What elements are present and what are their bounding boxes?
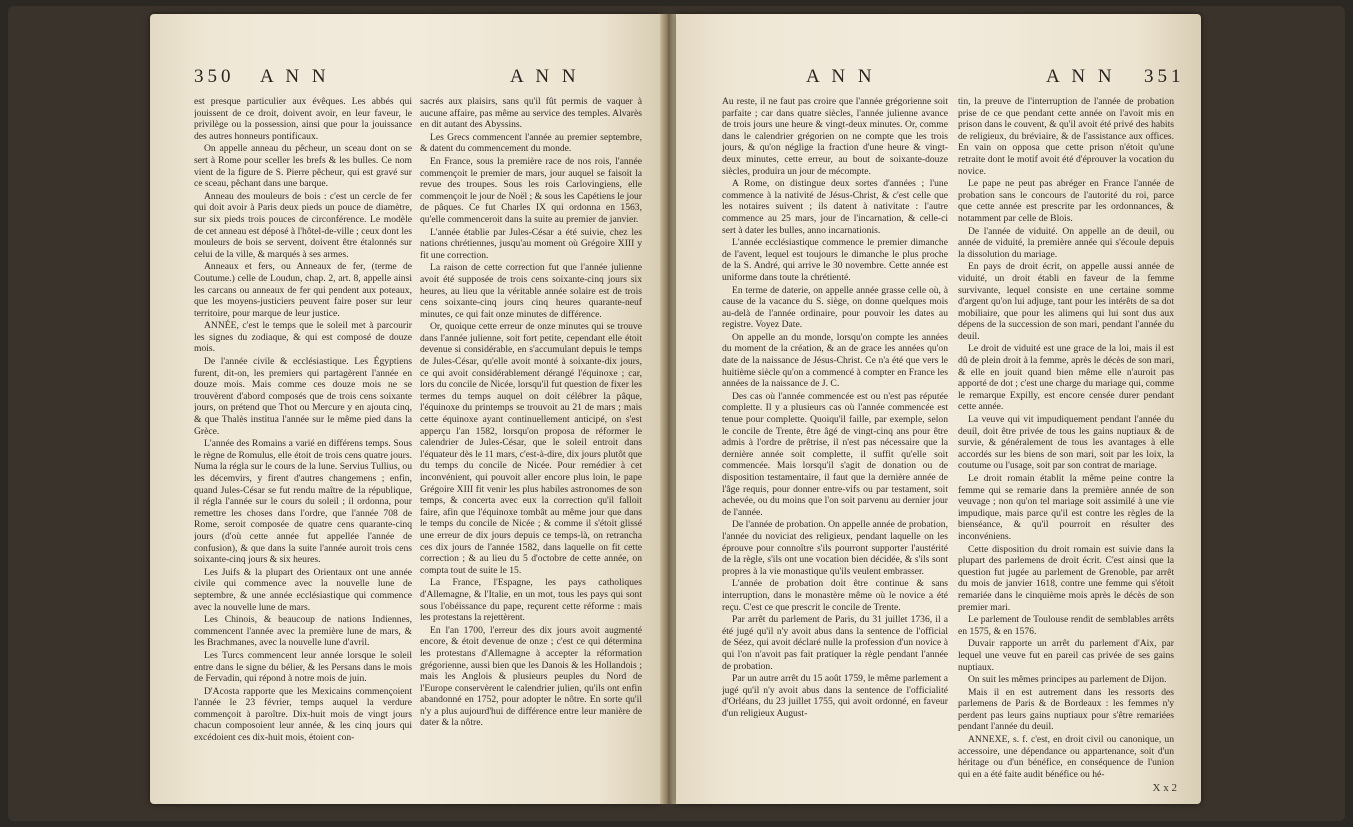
paragraph: sacrés aux plaisirs, sans qu'il fût permis de vaquer à aucune affaire, pas même au service des temples. Alvarès en dit autant des Abyssins. [420, 96, 642, 131]
paragraph: On appelle an du monde, lorsqu'on compte les années du moment de la création, & an de grace les années qu'on date de la naissance de Jésus-Christ. Ce n'a été que vers le huitième siècle qu'on a commencé à compter en France les années de la naissance de J. C. [722, 331, 948, 390]
paragraph: De l'année de probation. On appelle année de probation, l'année du noviciat des religieux, pendant laquelle on les éprouve pour connoître s'ils pourront supporter l'austérité de la règle, s'ils ont une vocation bien décidée, & s'ils sont propres à la vie monastique qu'ils veulent embrasser. [722, 519, 948, 577]
paragraph: On suit les mêmes principes au parlement de Dijon. [968, 674, 1167, 686]
paragraph: tin, la preuve de l'interruption de l'année de probation prise de ce que pendant cette année on l'avoit mis en prison dans le couvent, & qu'il avoit été privé des habits de religieux, du bréviaire, & de l'assistance aux offices. En vain on opposa que cette prison n'étoit qu'une retraite dont le motif avoit été d'éprouver la vocation du novice. [958, 96, 1174, 177]
left-page [150, 14, 660, 804]
left-head-title-1: A N N [260, 66, 330, 87]
paragraph: En pays de droit écrit, on appelle aussi année de viduité, un droit établi en faveur de la femme survivante, lequel consiste en une certaine somme d'argent qu'on lui adjuge, tant pour les intérêts de sa dot mobiliaire, que pour les alimens qui lui sont dus aux dépens de la succession de son mari, pendant l'année du deuil. [958, 261, 1174, 342]
paragraph: La raison de cette correction fut que l'année julienne avoit été supposée de trois cens soixante-cinq jours six heures, au lieu que la véritable année solaire est de trois cens soixante-cinq jours cinq heures quarante-neuf minutes, ce qui fait onze minutes de différence. [420, 262, 642, 320]
paragraph: L'année des Romains a varié en différens temps. Sous le règne de Romulus, elle étoit de trois cens quatre jours. Numa la régla sur le cours de la lune. Servius Tullius, ou les décemvirs, y firent d'autres changemens ; enfin, quand Jules-César se fut rendu maître de la république, il régla l'année sur le cours du soleil ; il ordonna, pour remettre les choses dans l'ordre, que l'année 708 de Rome, seroit composée de quatre cens quarante-cinq jours (d'où cette année fut appellée l'année de confusion), & que dans la suite l'année auroit trois cens soixante-cinq jours & six heures. [194, 438, 412, 566]
paragraph: Par arrêt du parlement de Paris, du 31 juillet 1736, il a été jugé qu'il n'y avoit abus dans la sentence de l'official de Séez, qui avoit déclaré nulle la profession d'un novice à qui l'on n'avoit pas fait pratiquer la règle pendant l'année de probation. [722, 614, 948, 672]
paragraph: En terme de daterie, on appelle année grasse celle où, à cause de la vacance du S. siège, on donne quelques mois au-delà de l'année ordinaire, pour pouvoir les dates au registre. Voyez Date. [722, 284, 948, 331]
paragraph: Des cas où l'année commencée est ou n'est pas réputée complette. Il y a plusieurs cas où l'année commencée est tenue pour complette. Quoiqu'il faille, par exemple, selon le concile de Trente, être âgé de vingt-cinq ans pour être admis à l'ordre de prêtrise, il n'est pas nécessaire que la dernière année soit complette, il suffit qu'elle soit commencée. Mais lorsqu'il s'agit de donation ou de disposition testamentaire, il faut que la dernière année de l'âge requis, pour donner entre-vifs ou par testament, soit achevée, ou du moins que l'on soit parvenu au dernier jour de l'année. [722, 390, 948, 518]
paragraph: En l'an 1700, l'erreur des dix jours avoit augmenté encore, & étoit devenue de onze ; c'est ce qui détermina les protestans d'Allemagne à accepter la réformation grégorienne, aussi bien que les Danois & les Hollandois ; mais les Anglois & plusieurs peuples du Nord de l'Europe conservèrent le calendrier julien, qu'ils ont enfin abandonné en 1752, pour adopter le nôtre. En sorte qu'il n'y a plus aujourd'hui de différence entre leur manière de dater & la nôtre. [420, 624, 642, 729]
paragraph: Au reste, il ne faut pas croire que l'année grégorienne soit parfaite ; car dans quatre siècles, l'année julienne avance de trois jours une heure & vingt-deux minutes. Or, comme dans le calendrier grégorien on ne compte que les trois jours, & qu'on néglige la fraction d'une heure & vingt-deux minutes, cette erreur, au bout de soixante-douze siècles, produira un jour de mécompte. [722, 96, 948, 177]
paragraph: ANNEXE, s. f. c'est, en droit civil ou canonique, un accessoire, une dépendance ou appartenance, soit d'un héritage ou d'un bénéfice, en conséquence de l'union qui en a été faite audit bénéfice ou hé- [958, 734, 1174, 780]
right-column-2 [958, 96, 1174, 794]
paragraph: Le parlement de Toulouse rendit de semblables arrêts en 1575, & en 1576. [958, 614, 1174, 637]
right-column-1 [722, 96, 948, 794]
paragraph: La France, l'Espagne, les pays catholiques d'Allemagne, & l'Italie, en un mot, tous les pays qui sont sous l'obéissance du pape, reçurent cette réforme : mais les protestans la rejettèrent. [420, 577, 642, 624]
left-page-number: 350 [194, 66, 235, 87]
paragraph: Par un autre arrêt du 15 août 1759, le même parlement a jugé qu'il n'y avoit abus dans la sentence de l'officialité d'Orléans, du 23 juillet 1755, qui avoit ordonné, en faveur d'un religieux August- [722, 673, 948, 719]
paragraph: Cette disposition du droit romain est suivie dans la plupart des parlemens de droit écrit. C'est ainsi que la question fut jugée au parlement de Grenoble, par arrêt du mois de janvier 1618, contre une femme qui s'étoit remariée dans le cinquième mois après le décès de son premier mari. [958, 543, 1174, 613]
left-column-2 [420, 96, 642, 794]
paragraph: De l'année de viduité. On appelle an de deuil, ou année de viduité, la première année qui s'écoule depuis la dissolution du mariage. [958, 225, 1174, 260]
paragraph: Anneau des mouleurs de bois : c'est un cercle de fer qui doit avoir à Paris deux pieds un pouce de diamètre, sur six pieds trois pouces de circonférence. Le modèle de cet anneau est déposé à l'hôtel-de-ville ; ceux dont les mouleurs de bois se servent, doivent être étalonnés sur celui de la ville, & marqués à ses armes. [194, 190, 412, 260]
left-running-head [150, 66, 660, 94]
paragraph: ANNÉE, c'est le temps que le soleil met à parcourir les signes du zodiaque, & qui est composé de douze mois. [194, 320, 412, 355]
paragraph: Le pape ne peut pas abréger en France l'année de probation sans le concours de l'autorité du roi, parce que cette année est prescrite par les ordonnances, & notamment par celle de Blois. [958, 178, 1174, 224]
paragraph: L'année de probation doit être continue & sans interruption, dans le monastère même où le novice a été reçu. C'est ce que prescrit le concile de Trente. [722, 578, 948, 613]
book-gutter [660, 14, 676, 804]
right-running-head [676, 66, 1201, 94]
paragraph: L'année ecclésiastique commence le premier dimanche de l'avent, lequel est toujours le dimanche le plus proche de la S. André, qui arrive le 30 novembre. Cette année est uniforme dans toute la chrétienté. [722, 237, 948, 283]
paragraph: Les Chinois, & beaucoup de nations Indiennes, commencent l'année avec la première lune de mars, & les Brachmanes, avec la nouvelle lune d'avril. [194, 614, 412, 649]
right-page [676, 14, 1201, 804]
paragraph: Duvair rapporte un arrêt du parlement d'Aix, par lequel une veuve fut en pareil cas privée de ses gains nuptiaux. [958, 638, 1174, 673]
paragraph: Le droit de viduité est une grace de la loi, mais il est dû de plein droit à la femme, après le décès de son mari, & elle en jouit quand bien même elle n'auroit pas apporté de dot ; c'est une charge du mariage qui, comme le remarque Expilly, est encore censée durer pendant cette année. [958, 343, 1174, 413]
paragraph: Or, quoique cette erreur de onze minutes qui se trouve dans l'année julienne, soit fort petite, cependant elle étoit devenue si considérable, en s'accumulant depuis le temps de Jules-César, qu'elle avoit monté à soixante-dix jours, ce qui avoit considérablement dérangé l'équinoxe ; car, lors du concile de Nicée, lorsqu'il fut question de fixer les termes du temps auquel on doit célébrer la pâque, l'équinoxe du printemps se trouvoit au 21 de mars ; mais cette équinoxe ayant continuellement anticipé, on s'est apperçu l'an 1582, lorsqu'on proposa de réformer le calendrier de Jules-César, que le soleil entroit dans l'équateur dès le 11 mars, c'est-à-dire, dix jours plutôt que du temps du concile de Nicée. Pour remédier à cet inconvénient, qui pouvoit aller encore plus loin, le pape Grégoire XIII fit venir les plus habiles astronomes de son temps, & concerta avec eux la correction qu'il falloit faire, afin que l'équinoxe tombât au même jour que dans le temps du concile de Nicée ; & comme il s'étoit glissé une erreur de dix jours depuis ce temps-là, on retrancha ces dix jours de l'année 1582, dans laquelle on fit cette correction ; & au lieu du 5 d'octobre de cette année, on compta tout de suite le 15. [420, 321, 642, 576]
paragraph: En France, sous la première race de nos rois, l'année commençoit le premier de mars, jour auquel se faisoit la revue des troupes. Sous les rois Carlovingiens, elle commençoit le jour de Noël ; & sous les Capétiens le jour de pâques. Ce fut Charles IX qui ordonna en 1563, qu'elle commenceroit dans la suite au premier de janvier. [420, 155, 642, 225]
paragraph: Mais il en est autrement dans les ressorts des parlemens de Paris & de Bordeaux : les femmes n'y perdent pas leurs gains nuptiaux pour s'être remariées pendant l'année du deuil. [958, 686, 1174, 733]
paragraph: Les Grecs commencent l'année au premier septembre, & datent du commencement du monde. [420, 131, 642, 155]
signature-mark: X x 2 [1152, 782, 1177, 794]
left-column-1 [194, 96, 412, 794]
paragraph: est presque particulier aux évêques. Les abbés qui jouissent de ce droit, doivent avoir, en leur faveur, le privilège ou la possession, ainsi que pour la jouissance des autres honneurs pontificaux. [194, 96, 412, 142]
paragraph: D'Acosta rapporte que les Mexicains commençoient l'année le 23 février, temps auquel la verdure commençoit à paroître. Dix-huit mois de vingt jours chacun composoient leur année, & les cinq jours qui excédoient ces dix-huit mois, étoient con- [194, 685, 412, 744]
right-head-title-2: A N N [1046, 66, 1116, 87]
left-head-title-2: A N N [510, 66, 580, 87]
right-head-title-1: A N N [806, 66, 876, 87]
paragraph: L'année établie par Jules-César a été suivie, chez les nations chrétiennes, jusqu'au moment où Grégoire XIII y fit une correction. [420, 226, 642, 261]
paragraph: Anneaux et fers, ou Anneaux de fer, (terme de Coutume.) celle de Loudun, chap. 2, art. 8, appelle ainsi les carcans ou anneaux de fer qui pendent aux poteaux, que les moyens-justiciers peuvent faire poser sur leur territoire, pour marque de leur justice. [194, 261, 412, 319]
paragraph: La veuve qui vit impudiquement pendant l'année du deuil, doit être privée de tous les gains nuptiaux & de survie, & généralement de tous les avantages à elle accordés sur les biens de son mari, soit par les loix, la coutume ou l'usage, soit par son contrat de mariage. [958, 414, 1174, 472]
paragraph: On appelle anneau du pêcheur, un sceau dont on se sert à Rome pour sceller les brefs & les bulles. Ce nom vient de la figure de S. Pierre pêcheur, qui est gravé sur ce sceau, pêchant dans une barque. [194, 143, 412, 190]
paragraph: De l'année civile & ecclésiastique. Les Égyptiens furent, dit-on, les premiers qui partagèrent l'année en douze mois. Mais comme ces douze mois ne se trouvèrent d'abord composés que de trois cens soixante jours, on prétend que Thot ou Mercure y en ajouta cinq, & que Thalès institua l'année sur le même pied dans la Grèce. [194, 356, 412, 437]
right-page-number: 351 [1144, 66, 1185, 87]
paragraph: Les Turcs commencent leur année lorsque le soleil entre dans le signe du bélier, & les Persans dans le mois de Fervadin, qui répond à notre mois de juin. [194, 649, 412, 685]
paragraph: A Rome, on distingue deux sortes d'années ; l'une commence à la nativité de Jésus-Christ, & c'est celle que les notaires suivent ; ils datent à nativitate : l'autre commence au 25 mars, jour de l'incarnation, & celle-ci sert à dater les bulles, anno incarnationis. [722, 178, 948, 236]
paragraph: Le droit romain établit la même peine contre la femme qui se remarie dans la première année de son veuvage ; non qu'on tel mariage soit assimilé à une vie impudique, mais parce qu'il est contre les règles de la bienséance, & qu'il pourroit en résulter des inconvéniens. [958, 473, 1174, 542]
paragraph: Les Juifs & la plupart des Orientaux ont une année civile qui commence avec la nouvelle lune de septembre, & une année ecclésiastique qui commence avec la nouvelle lune de mars. [194, 566, 412, 613]
